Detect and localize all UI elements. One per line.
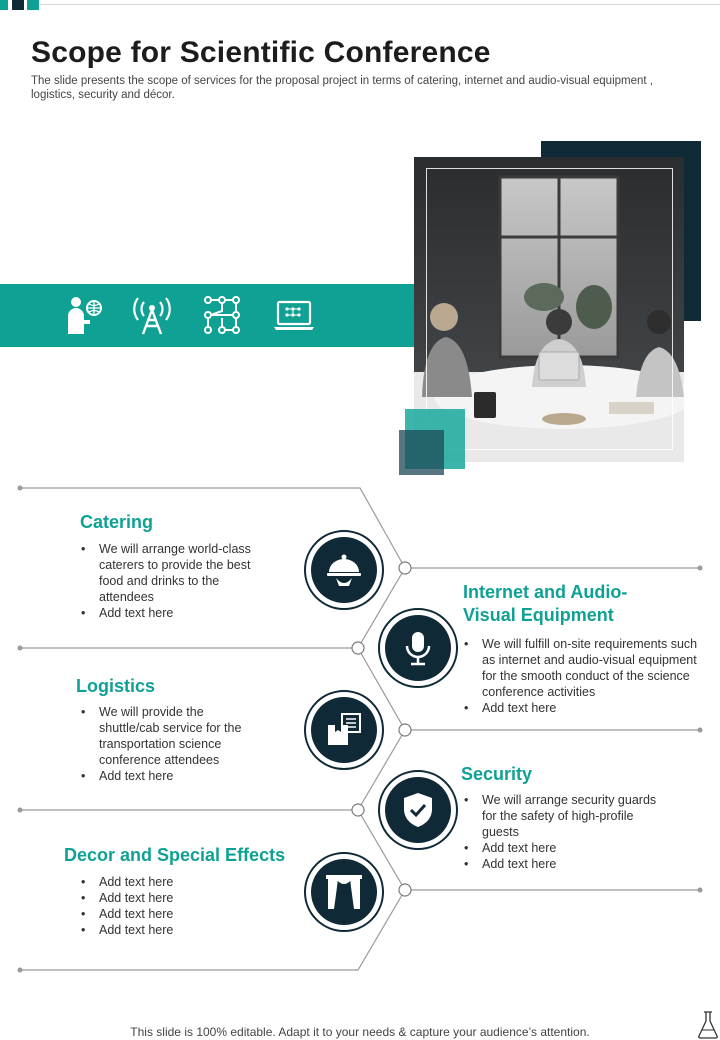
cloche-icon [324,550,364,590]
logistics-bullets [81,704,261,784]
list-item: • We will arrange security guards for the safety of high-profile guests [464,792,664,840]
person-globe-icon [64,294,106,336]
internet-bullets [464,636,700,716]
catering-circle [304,530,384,610]
microphone-icon [398,628,438,668]
laptop-icon [273,294,315,336]
shield-check-icon [398,790,438,830]
list-item: • Add text here [81,605,266,621]
decor-circle [304,852,384,932]
photo-inner-border [426,168,673,450]
page-title: Scope for Scientific Conference [31,36,491,69]
catering-bullets [81,541,266,621]
page-subtitle: The slide presents the scope of services for the proposal project in terms of catering, internet and audio-visual equipment , logistics, security and décor. [31,75,653,101]
list-item: • Add text here [81,922,271,938]
decor-bullets [81,874,271,938]
decor-square-dark [399,430,444,475]
security-circle [378,770,458,850]
internet-title-line2: Visual Equipment [463,605,614,625]
list-item: • Add text here [81,890,271,906]
list-item: • Add text here [464,856,664,872]
list-item: • Add text here [464,840,664,856]
footer-note: This slide is 100% editable. Adapt it to your needs & capture your audience’s attention. [130,1025,590,1039]
list-item: • Add text here [81,874,271,890]
catering-title: Catering [80,512,154,532]
security-bullets [464,792,664,872]
broadcast-tower-icon [131,294,173,336]
curtain-icon [324,872,364,912]
logistics-circle [304,690,384,770]
list-item: • We will provide the shuttle/cab service for the transportation science conference attendees [81,704,261,768]
circuit-icon [201,294,243,336]
security-title: Security [461,764,533,784]
list-item: • Add text here [464,700,700,716]
list-item: • We will fulfill on-site requirements such as internet and audio-visual equipment for the smooth conduct of the science conference activities [464,636,700,700]
flask-icon [696,1010,720,1040]
list-item: • We will arrange world-class caterers to provide the best food and drinks to the attendees [81,541,266,605]
internet-circle [378,608,458,688]
package-icon [324,710,364,750]
list-item: • Add text here [81,768,261,784]
internet-title [463,581,627,627]
decor-title: Decor and Special Effects [64,845,286,865]
list-item: • Add text here [81,906,271,922]
logistics-title: Logistics [76,676,156,696]
internet-title-line1: Internet and Audio- [463,582,628,602]
